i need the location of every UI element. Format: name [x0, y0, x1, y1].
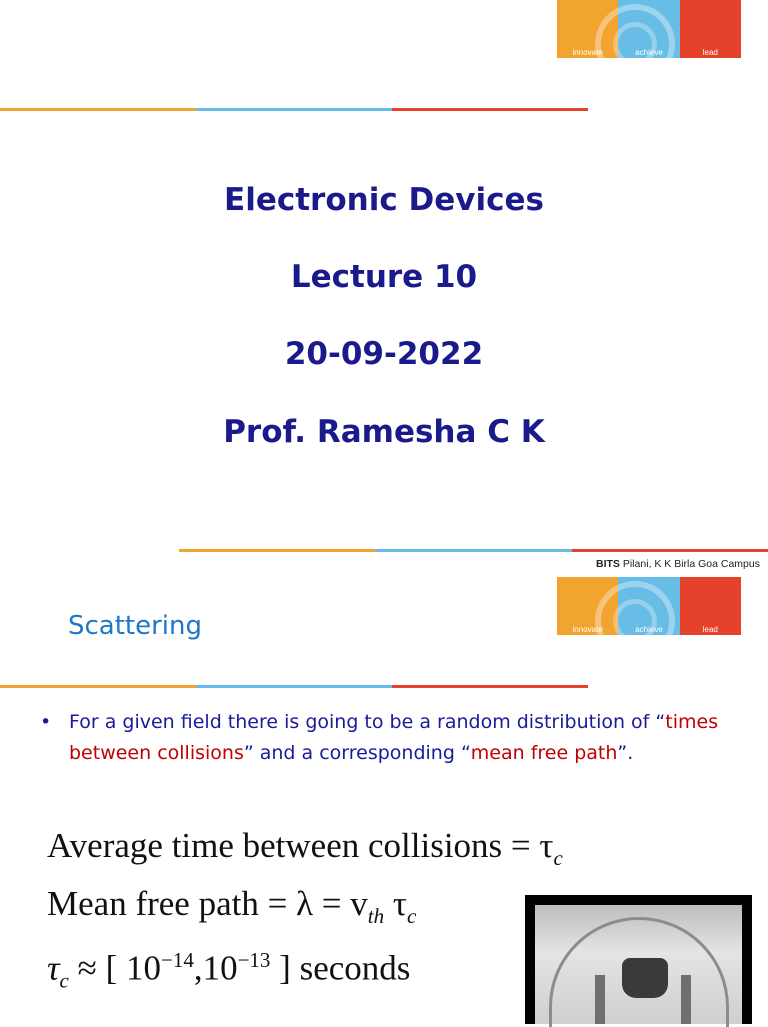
bullet-icon: • [40, 711, 52, 733]
equation-tau-range [47, 948, 410, 994]
eq1-text: Average time between collisions = τ [47, 826, 554, 865]
eq3-sup2: −13 [237, 948, 271, 972]
professor-name: Prof. Ramesha C K [223, 414, 545, 450]
footer-rule [179, 549, 768, 552]
gear-inner-icon [613, 599, 657, 635]
eq2-sub2: c [406, 904, 417, 928]
campus-name: Pilani, K K Birla Goa Campus [622, 558, 760, 570]
lecture-number: Lecture 10 [290, 259, 478, 295]
lecture-date: 20-09-2022 [284, 336, 484, 372]
logo-lead-text: lead [702, 625, 718, 634]
highlight-times-between-collisions: times between collisions [69, 711, 719, 764]
eq3-text-c: ,10 [193, 948, 238, 988]
eq1-sub: c [553, 846, 563, 870]
logo-achieve-text: achieve [635, 625, 663, 634]
bullet-point [40, 707, 740, 769]
course-title: Electronic Devices [224, 182, 544, 218]
logo-innovate-text: innovate [572, 48, 603, 57]
bullet-text [69, 707, 740, 769]
eq3-sub: c [59, 968, 69, 993]
bullet-quote-open: “ [655, 711, 666, 733]
eq2-sub1: th [367, 904, 385, 928]
logo-lead-segment [680, 0, 741, 58]
logo-lead-text: lead [702, 48, 718, 57]
eq2-text-a: Mean free path = λ = v [47, 884, 368, 923]
bullet-text-part2: ” and a corresponding “ [243, 742, 471, 764]
highlight-mean-free-path: mean free path [470, 742, 618, 764]
campus-bits: BITS [596, 558, 620, 570]
eq3-text-b: ≈ [ 10 [68, 948, 161, 988]
equation-mean-free-path [47, 884, 416, 929]
slide2-header-rule [0, 685, 588, 688]
gear-inner-icon [613, 22, 657, 58]
bits-logo-slide2 [557, 577, 741, 635]
eq3-sup1: −14 [160, 948, 194, 972]
header-rule [0, 108, 588, 111]
eq3-tau: τ [47, 948, 60, 988]
eq3-text-d: ] seconds [270, 948, 411, 988]
bullet-text-part3: ”. [617, 742, 634, 764]
micrograph-inner [535, 905, 742, 1024]
bullet-text-part1: For a given field there is going to be a random distribution of [69, 711, 656, 733]
bits-logo [557, 0, 741, 58]
eq2-text-b: τ [384, 884, 407, 923]
slide-title: Scattering [68, 611, 203, 641]
logo-achieve-text: achieve [635, 48, 663, 57]
logo-innovate-text: innovate [572, 625, 603, 634]
device-micrograph-image [525, 895, 752, 1024]
logo-lead-segment [680, 577, 741, 635]
equation-average-time [47, 826, 563, 871]
micrograph-blob [622, 958, 668, 998]
campus-footer [596, 558, 760, 570]
